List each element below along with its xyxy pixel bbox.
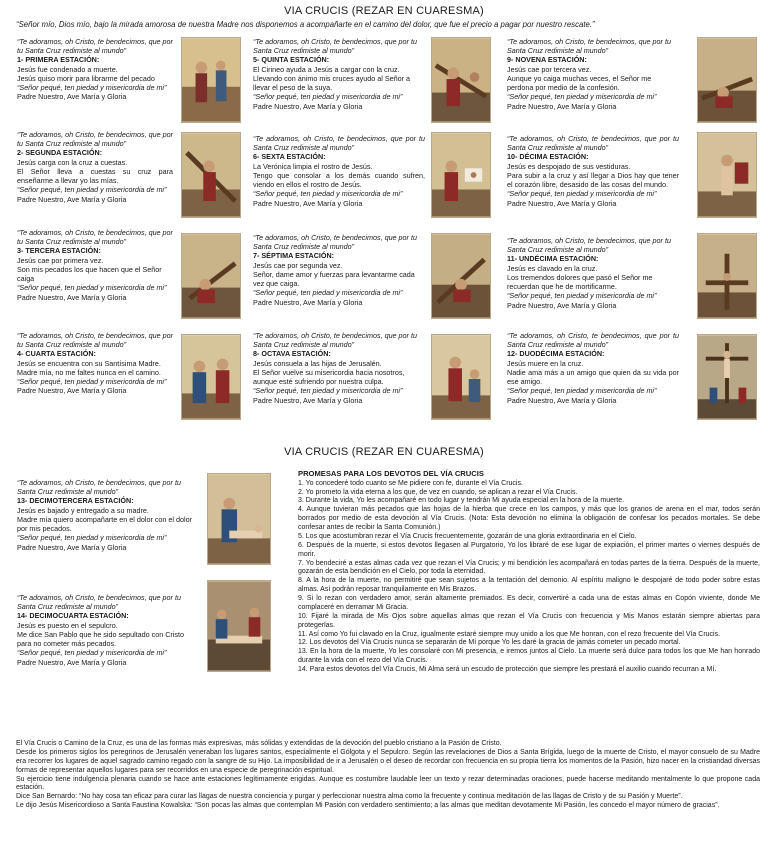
promise-item: 6. Después de la muerte, si estos devotos llegasen al Purgatorio, Yo los libraré de ese lugar de expiación, el primer martes o viernes después de morir. bbox=[298, 541, 760, 558]
closing-prayer: Padre Nuestro, Ave María y Gloria bbox=[507, 395, 617, 405]
station-title: 1- PRIMERA ESTACIÓN: bbox=[17, 55, 100, 65]
promise-item: 4. Aunque tuvieran más pecados que las hojas de la hierba que crece en los campos, y más que los granos de arena en el mar, todos serán borrados por medio de esta devoción al Vía Crucis. (Nota: Esta devoción no elimina la obligación de confesar los pecados mortales. Se debe confesar antes de recibir la Santa Comunión.) bbox=[298, 506, 760, 532]
station-14-painting bbox=[207, 580, 271, 672]
station-3 bbox=[17, 228, 173, 302]
adoration-prayer: “Te adoramos, oh Cristo, te bendecimos, que por tu Santa Cruz redimiste al mundo” bbox=[507, 37, 671, 56]
promise-item: 9. Si lo rezan con verdadero amor, serán altamente premiados. Es decir, convertiré a cada una de estas almas en Copón viviente, donde Me complaceré en derramar Mi Gracia. bbox=[298, 595, 760, 611]
response-prayer: “Señor pequé, ten piedad y misericordia de mi” bbox=[253, 288, 403, 298]
station-title: 3- TERCERA ESTACIÓN: bbox=[17, 246, 101, 256]
history-text bbox=[16, 740, 760, 811]
station-text: Jesús cae por primera vez. Son mis pecados los que hacen que el Señor caiga bbox=[17, 255, 162, 284]
station-6 bbox=[253, 134, 425, 208]
station-title: 13- DECIMOTERCERA ESTACIÓN: bbox=[17, 496, 134, 506]
station-title: 9- NOVENA ESTACIÓN: bbox=[507, 55, 587, 65]
promise-item: 2. Yo prometo la vida eterna a los que, de vez en cuando, se aplican a rezar el Vía Crucis. bbox=[298, 488, 578, 496]
history-paragraph: Dice San Bernardo: “No hay cosa tan eficaz para curar las llagas de nuestra conciencia y purgar y perfeccionar nuestra alma como la frecuente y continua meditación de las llagas de Cristo y de su Pasión y Muerte”. bbox=[16, 793, 683, 801]
adoration-prayer: “Te adoramos, oh Cristo, te bendecimos, que por tu Santa Cruz redimiste al mundo” bbox=[253, 134, 425, 153]
station-title: 5- QUINTA ESTACIÓN: bbox=[253, 55, 330, 65]
station-text: Jesús es despojado de sus vestiduras. Para subir a la cruz y así llegar a Dios hay que tener el corazón libre, desasido de las cosas del mundo. bbox=[507, 161, 679, 190]
promise-item: 11. Así como Yo fui clavado en la Cruz, igualmente estaré siempre muy unido a los que Me honran, con el rezo frecuente del Vía Crucis. bbox=[298, 630, 721, 638]
intro-prayer: “Señor mío, Dios mío, bajo la mirada amorosa de nuestra Madre nos disponemos a acompañarte en el camino del dolor, que fue el precio a pagar por nuestro rescate.” bbox=[16, 20, 595, 29]
station-8-painting bbox=[431, 334, 491, 420]
closing-prayer: Padre Nuestro, Ave María y Gloria bbox=[17, 292, 127, 302]
history-paragraph: Le dijo Jesús Misericordioso a Santa Faustina Kowalska: “Son pocas las almas que contemplan Mi Pasión con verdadero sentimiento; a las almas que meditan devotamente Mi Pasión, les concedo el mayor número de gracias”. bbox=[16, 802, 720, 810]
station-11 bbox=[507, 236, 679, 310]
station-text: La Verónica limpia el rostro de Jesús. Tengo que consolar a los demás cuando sufren, viendo en ellos el rostro de Jesús. bbox=[253, 161, 425, 190]
adoration-prayer: “Te adoramos, oh Cristo, te bendecimos, que por tu Santa Cruz redimiste al mundo” bbox=[17, 331, 173, 350]
promise-item: 7. Yo bendeciré a estas almas cada vez que rezan el Vía Crucis; y mi bendición les acompañará en todas partes de la tierra. Después de la muerte, gozarán de esta bendición en el Cielo, por toda la eternidad. bbox=[298, 559, 760, 576]
station-10 bbox=[507, 134, 679, 208]
history-paragraph: Su ejercicio tiene indulgencia plenaria cuando se hace ante estaciones legítimamente erigidas. Aunque es costumbre laudable leer un texto y rezar determinadas oraciones, puede hacerse meditando mentalmente lo que propone cada estación. bbox=[16, 775, 760, 792]
adoration-prayer: “Te adoramos, oh Cristo, te bendecimos, que por tu Santa Cruz redimiste al mundo” bbox=[17, 37, 173, 56]
promises-section bbox=[298, 469, 760, 675]
promise-item: 1. Yo concederé todo cuanto se Me pidiere con fe, durante el Vía Crucis. bbox=[298, 479, 523, 487]
promise-item: 8. A la hora de la muerte, no permitiré que sean sujetos a la tentación del demonio. Al espíritu maligno le despojaré de todo poder sobre estas almas. Así podrán reposar tranquilamente en Mis Brazos. bbox=[298, 577, 760, 594]
adoration-prayer: “Te adoramos, oh Cristo, te bendecimos, que por tu Santa Cruz redimiste al mundo” bbox=[17, 593, 181, 612]
station-title: 11- UNDÉCIMA ESTACIÓN: bbox=[507, 254, 599, 264]
closing-prayer: Padre Nuestro, Ave María y Gloria bbox=[253, 297, 363, 307]
station-1-painting bbox=[181, 37, 241, 123]
station-title: 2- SEGUNDA ESTACIÓN: bbox=[17, 148, 103, 158]
closing-prayer: Padre Nuestro, Ave María y Gloria bbox=[17, 194, 127, 204]
closing-prayer: Padre Nuestro, Ave María y Gloria bbox=[17, 92, 127, 102]
station-text: Jesús muere en la cruz. Nadie ama más a un amigo que quien da su vida por ese amigo. bbox=[507, 358, 679, 387]
station-text: Jesús carga con la cruz a cuestas. El Señor lleva a cuestas su cruz para enseñarme a llevar yo las mías. bbox=[17, 157, 173, 186]
station-7-painting bbox=[431, 233, 491, 319]
station-text: Jesús cae por tercera vez. Aunque yo caiga muchas veces, el Señor me perdona por medio de la confesión. bbox=[507, 64, 652, 93]
station-2 bbox=[17, 130, 173, 204]
station-6-painting bbox=[431, 132, 491, 218]
station-title: 10- DÉCIMA ESTACIÓN: bbox=[507, 152, 589, 162]
station-13 bbox=[17, 478, 197, 552]
response-prayer: “Señor pequé, ten piedad y misericordia de mi” bbox=[17, 648, 167, 658]
page-title: VIA CRUCIS (REZAR EN CUARESMA) bbox=[284, 5, 484, 17]
station-8 bbox=[253, 331, 425, 405]
station-14 bbox=[17, 593, 197, 667]
station-1 bbox=[17, 37, 173, 102]
response-prayer: “Señor pequé, ten piedad y misericordia de mi” bbox=[507, 92, 657, 102]
closing-prayer: Padre Nuestro, Ave María y Gloria bbox=[253, 198, 363, 208]
station-text: Jesús cae por segunda vez. Señor, dame amor y fuerzas para levantarme cada vez que caiga. bbox=[253, 260, 415, 289]
adoration-prayer: “Te adoramos, oh Cristo, te bendecimos, que por tu Santa Cruz redimiste al mundo” bbox=[253, 233, 417, 252]
closing-prayer: Padre Nuestro, Ave María y Gloria bbox=[17, 657, 127, 667]
adoration-prayer: “Te adoramos, oh Cristo, te bendecimos, que por tu Santa Cruz redimiste al mundo” bbox=[253, 37, 417, 56]
station-12 bbox=[507, 331, 679, 405]
adoration-prayer: “Te adoramos, oh Cristo, te bendecimos, que por tu Santa Cruz redimiste al mundo” bbox=[507, 331, 679, 350]
station-2-painting bbox=[181, 132, 241, 218]
adoration-prayer: “Te adoramos, oh Cristo, te bendecimos, que por tu Santa Cruz redimiste al mundo” bbox=[17, 228, 173, 247]
station-title: 12- DUODÉCIMA ESTACIÓN: bbox=[507, 349, 605, 359]
station-text: Jesús es puesto en el sepulcro. Me dice San Pablo que he sido sepultado con Cristo para no cometer más pecados. bbox=[17, 620, 185, 649]
station-4-painting bbox=[181, 334, 241, 420]
response-prayer: “Señor pequé, ten piedad y misericordia de mi” bbox=[17, 185, 167, 195]
adoration-prayer: “Te adoramos, oh Cristo, te bendecimos, que por tu Santa Cruz redimiste al mundo” bbox=[17, 478, 181, 497]
closing-prayer: Padre Nuestro, Ave María y Gloria bbox=[253, 395, 363, 405]
station-title: 4- CUARTA ESTACIÓN: bbox=[17, 349, 96, 359]
station-7 bbox=[253, 233, 425, 307]
station-10-painting bbox=[697, 132, 757, 218]
adoration-prayer: “Te adoramos, oh Cristo, te bendecimos, que por tu Santa Cruz redimiste al mundo” bbox=[507, 134, 679, 153]
station-text: Jesús fue condenado a muerte. Jesús quiso morir para librarme del pecado bbox=[17, 64, 155, 83]
station-text: El Cirineo ayuda a Jesús a cargar con la cruz. Llevando con ánimo mis cruces ayudo al Señor a llevar el peso de la suya. bbox=[253, 64, 411, 93]
adoration-prayer: “Te adoramos, oh Cristo, te bendecimos, que por tu Santa Cruz redimiste al mundo” bbox=[507, 236, 671, 255]
closing-prayer: Padre Nuestro, Ave María y Gloria bbox=[17, 386, 127, 396]
response-prayer: “Señor pequé, ten piedad y misericordia de mi” bbox=[507, 189, 657, 199]
closing-prayer: Padre Nuestro, Ave María y Gloria bbox=[507, 198, 617, 208]
closing-prayer: Padre Nuestro, Ave María y Gloria bbox=[17, 542, 127, 552]
response-prayer: “Señor pequé, ten piedad y misericordia de mi” bbox=[17, 283, 167, 293]
adoration-prayer: “Te adoramos, oh Cristo, te bendecimos, que por tu Santa Cruz redimiste al mundo” bbox=[253, 331, 417, 350]
station-12-painting bbox=[697, 334, 757, 420]
station-text: Jesús consuela a las hijas de Jerusalén. El Señor vuelve su misericordia hacia nosotros, aunque esté sufriendo por nuestra culpa. bbox=[253, 358, 405, 387]
history-paragraph: El Vía Crucis o Camino de la Cruz, es una de las formas más expresivas, más sólidas y extendidas de la devoción del pueblo cristiano a la Pasión de Cristo. bbox=[16, 740, 502, 747]
station-title: 8- OCTAVA ESTACIÓN: bbox=[253, 349, 331, 359]
station-9 bbox=[507, 37, 679, 111]
response-prayer: “Señor pequé, ten piedad y misericordia de mi” bbox=[17, 377, 167, 387]
response-prayer: “Señor pequé, ten piedad y misericordia de mi” bbox=[17, 533, 167, 543]
station-title: 6- SEXTA ESTACIÓN: bbox=[253, 152, 326, 162]
station-title: 7- SÉPTIMA ESTACIÓN: bbox=[253, 251, 335, 261]
promise-item: 10. Fijaré la mirada de Mis Ojos sobre aquellas almas que rezan el Vía Crucis con frecuencia y Mis Manos estarán siempre abiertas para protegerlas. bbox=[298, 612, 760, 629]
promises-title: PROMESAS PARA LOS DEVOTOS DEL VÍA CRUCIS bbox=[298, 469, 484, 478]
response-prayer: “Señor pequé, ten piedad y misericordia de mi” bbox=[253, 189, 403, 199]
station-9-painting bbox=[697, 37, 757, 123]
response-prayer: “Señor pequé, ten piedad y misericordia de mi” bbox=[507, 291, 657, 301]
station-5 bbox=[253, 37, 425, 111]
promise-item: 5. Los que acostumbran rezar el Vía Crucis frecuentemente, gozarán de una gloria extraordinaria en el Cielo. bbox=[298, 532, 637, 540]
station-text: Jesús se encuentra con su Santísima Madre. Madre mía, no me faltes nunca en el camino. bbox=[17, 358, 161, 377]
response-prayer: “Señor pequé, ten piedad y misericordia de mi” bbox=[17, 83, 167, 93]
closing-prayer: Padre Nuestro, Ave María y Gloria bbox=[507, 300, 617, 310]
station-13-painting bbox=[207, 473, 271, 565]
station-3-painting bbox=[181, 233, 241, 319]
closing-prayer: Padre Nuestro, Ave María y Gloria bbox=[253, 101, 363, 111]
promise-item: 3. Durante la vida, Yo les acompañaré en todo lugar y tendrán Mi ayuda especial en la hora de la muerte. bbox=[298, 497, 625, 505]
response-prayer: “Señor pequé, ten piedad y misericordia de mi” bbox=[253, 386, 403, 396]
response-prayer: “Señor pequé, ten piedad y misericordia de mi” bbox=[253, 92, 403, 102]
closing-prayer: Padre Nuestro, Ave María y Gloria bbox=[507, 101, 617, 111]
promise-item: 12. Los devotos del Vía Crucis nunca se separarán de Mí porque Yo les daré la gracia de jamás cometer un pecado mortal. bbox=[298, 639, 681, 647]
history-paragraph: Desde los primeros siglos los peregrinos de Jerusalén veneraban los lugares santos, especialmente el Gólgota y el Sepulcro. Según las revelaciones de Dios a Santa Brígida, luego de la muerte de Cristo, el mayor consuelo de su Madre era recorrer los lugares de aquel sagrado camino regado con la sangre de su Hijo. La imposibilidad de ir a Jerusalén o el deseo de recordar con frecuencia en su propia tierra los momentos de la Pasión, hizo nacer en la cristiandad diversas formas de representar aquellos lugares para ser recorridos en una especie de peregrinación espiritual. bbox=[16, 748, 760, 774]
section-title: VIA CRUCIS (REZAR EN CUARESMA) bbox=[284, 446, 484, 458]
station-text: Jesús es bajado y entregado a su madre. Madre mía quiero acompañarte en el dolor con el dolor por mis pecados. bbox=[17, 505, 192, 534]
station-5-painting bbox=[431, 37, 491, 123]
adoration-prayer: “Te adoramos, oh Cristo, te bendecimos, que por tu Santa Cruz redimiste al mundo” bbox=[17, 130, 173, 149]
station-title: 14- DECIMOCUARTA ESTACIÓN: bbox=[17, 611, 129, 621]
promise-item: 13. En la hora de la muerte, Yo les consolaré con Mi presencia, e iremos juntos al Cielo. La muerte será dulce para todos los que Me han honrado durante la vida con el rezo del Vía Crucis. bbox=[298, 648, 760, 665]
station-11-painting bbox=[697, 233, 757, 319]
response-prayer: “Señor pequé, ten piedad y misericordia de mi” bbox=[507, 386, 657, 396]
promise-item: 14. Para estos devotos del Vía Crucis, Mi Alma será un escudo de protección que siempre les prestará el auxilio cuando recurran a Mí. bbox=[298, 666, 717, 674]
station-4 bbox=[17, 331, 173, 396]
station-text: Jesús es clavado en la cruz. Los tremendos dolores que pasó el Señor me recuerdan que he de mortificarme. bbox=[507, 263, 653, 292]
